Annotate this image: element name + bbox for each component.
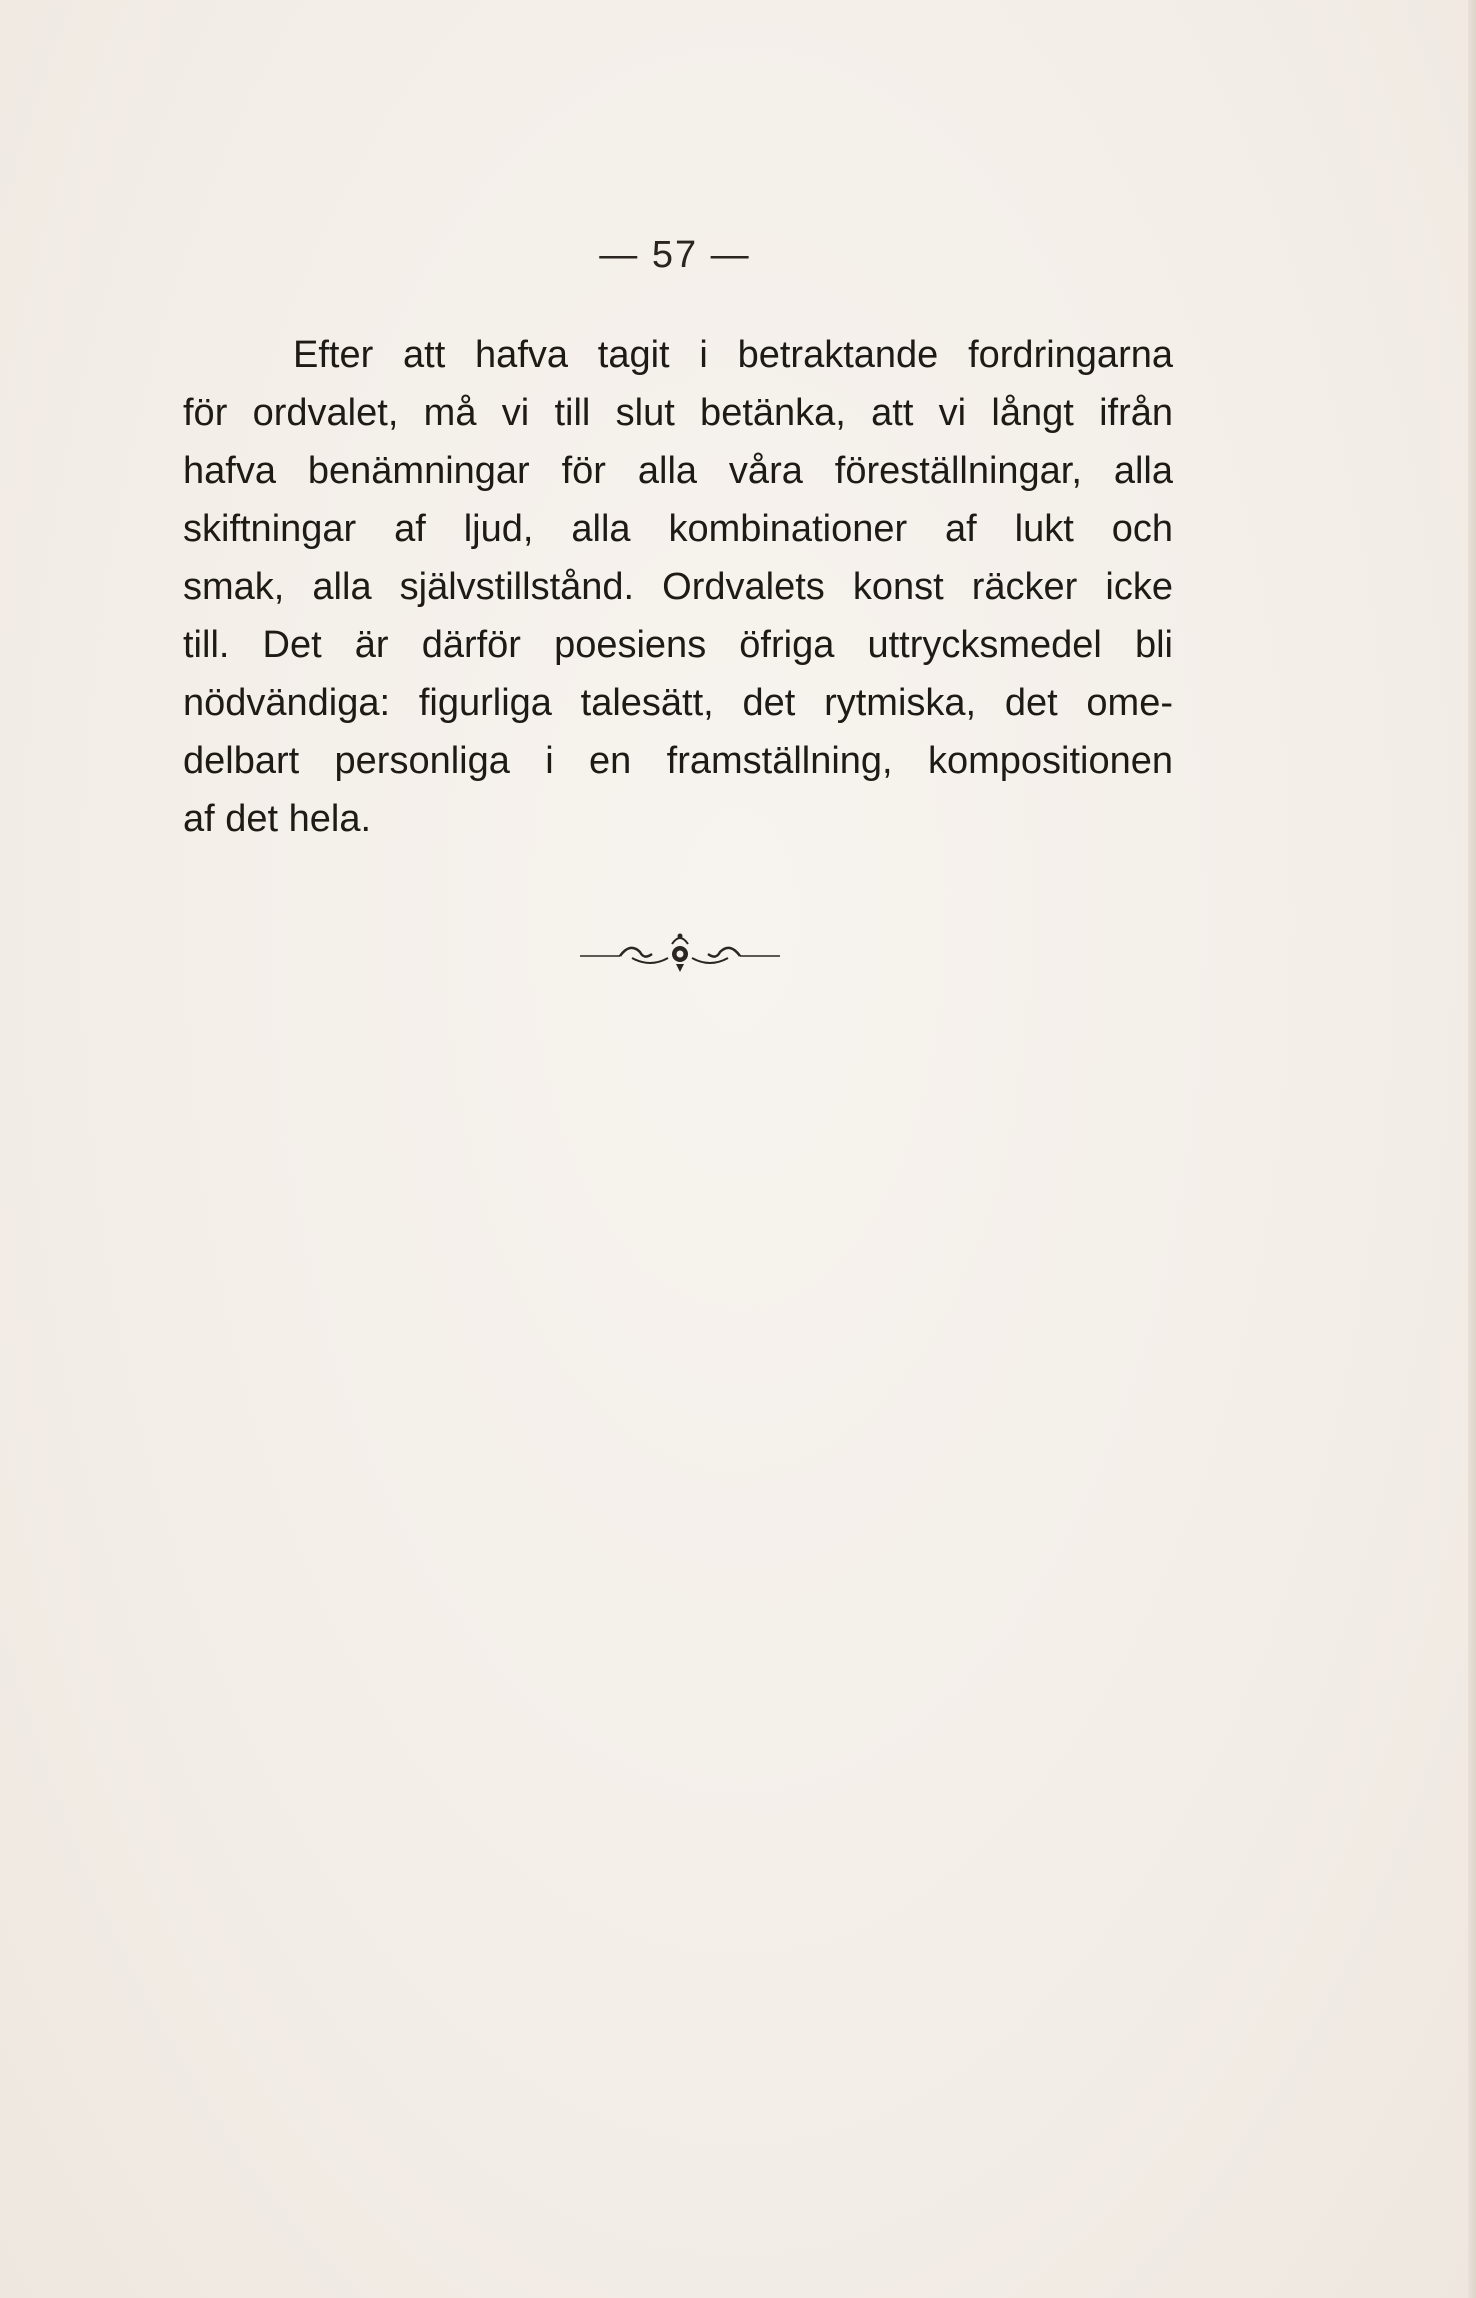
text-line: af det hela.	[183, 798, 372, 840]
page-edge-shadow	[1468, 0, 1476, 2298]
text-line: skiftningar af ljud, alla kombinationer af lukt och	[183, 508, 1173, 550]
text-line: till. Det är därför poesiens öfriga uttrycksmedel bli	[183, 624, 1173, 666]
text-line: för ordvalet, må vi till slut betänka, att vi långt ifrån	[183, 392, 1173, 434]
floral-ornament-icon	[580, 928, 780, 978]
text-line: hafva benämningar för alla våra föreställningar, alla	[183, 450, 1173, 492]
paragraph	[183, 326, 1173, 848]
page-number: — 57 —	[599, 234, 751, 276]
text-line: nödvändiga: figurliga talesätt, det rytmiska, det ome-	[183, 682, 1173, 724]
text-line: smak, alla självstillstånd. Ordvalets konst räcker icke	[183, 566, 1173, 608]
text-line: delbart personliga i en framställning, kompositionen	[183, 740, 1173, 782]
text-line: Efter att hafva tagit i betraktande fordringarna	[293, 334, 1173, 376]
